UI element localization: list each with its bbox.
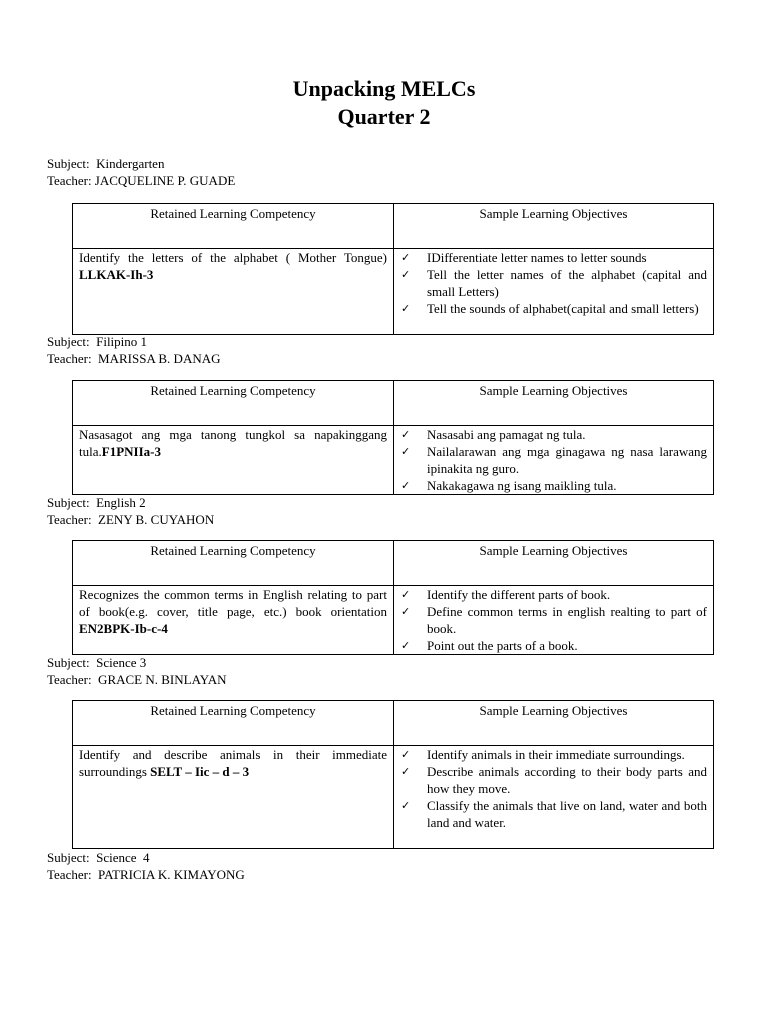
competency-table bbox=[72, 700, 714, 849]
teacher-label: Teacher: GRACE N. BINLAYAN bbox=[47, 672, 227, 687]
objective-item: ✓ Describe animals according to their body parts and how they move. bbox=[400, 763, 707, 797]
competency-code: F1PNIIa-3 bbox=[101, 444, 161, 459]
objectives-cell bbox=[394, 249, 714, 335]
competency-cell bbox=[73, 249, 394, 335]
competency-header: Retained Learning Competency bbox=[73, 541, 394, 586]
objectives-cell bbox=[394, 426, 714, 495]
objective-item: ✓ Define common terms in english realting to part of book. bbox=[400, 603, 707, 637]
competency-text: Identify and describe animals in their immediate surroundings bbox=[79, 747, 387, 779]
table-header-row bbox=[73, 381, 714, 426]
objectives-header: Sample Learning Objectives bbox=[394, 701, 714, 746]
objective-item: ✓ Tell the sounds of alphabet(capital and small letters) bbox=[400, 300, 707, 317]
objectives-cell bbox=[394, 586, 714, 655]
objective-item: ✓ Point out the parts of a book. bbox=[400, 637, 707, 654]
objectives-cell bbox=[394, 746, 714, 849]
subject-label: Subject: Science 3 bbox=[47, 655, 147, 670]
objective-item: ✓ Nakakagawa ng isang maikling tula. bbox=[400, 477, 707, 494]
teacher-label: Teacher: MARISSA B. DANAG bbox=[47, 351, 221, 366]
objective-item: ✓ Identify the different parts of book. bbox=[400, 586, 707, 603]
competency-text: Recognizes the common terms in English relating to part of book(e.g. cover, title page, etc.) book orientation bbox=[79, 587, 387, 619]
table-header-row bbox=[73, 701, 714, 746]
competency-header: Retained Learning Competency bbox=[73, 381, 394, 426]
objectives-header: Sample Learning Objectives bbox=[394, 204, 714, 249]
subject-label: Subject: Science 4 bbox=[47, 850, 150, 865]
objective-item: ✓ Classify the animals that live on land, water and both land and water. bbox=[400, 797, 707, 831]
competency-code: EN2BPK-Ib-c-4 bbox=[79, 621, 168, 636]
competency-header: Retained Learning Competency bbox=[73, 701, 394, 746]
objectives-list bbox=[400, 746, 707, 831]
subject-label: Subject: Filipino 1 bbox=[47, 334, 148, 349]
competency-cell bbox=[73, 426, 394, 495]
table-header-row bbox=[73, 541, 714, 586]
objectives-list bbox=[400, 586, 707, 654]
objective-item: ✓ Tell the letter names of the alphabet (capital and small Letters) bbox=[400, 266, 707, 300]
table-row bbox=[73, 249, 714, 335]
objectives-list bbox=[400, 249, 707, 317]
competency-cell bbox=[73, 746, 394, 849]
objective-item: ✓ IDifferentiate letter names to letter sounds bbox=[400, 249, 707, 266]
table-header-row bbox=[73, 204, 714, 249]
objective-item: ✓ Nailalarawan ang mga ginagawa ng nasa larawang ipinakita ng guro. bbox=[400, 443, 707, 477]
subject-label: Subject: English 2 bbox=[47, 495, 146, 510]
table-row bbox=[73, 586, 714, 655]
objectives-header: Sample Learning Objectives bbox=[394, 381, 714, 426]
competency-text: Identify the letters of the alphabet ( Mother Tongue) bbox=[79, 250, 387, 265]
table-row bbox=[73, 426, 714, 495]
competency-table bbox=[72, 380, 714, 495]
document-subtitle: Quarter 2 bbox=[337, 104, 431, 129]
table-row bbox=[73, 746, 714, 849]
competency-cell bbox=[73, 586, 394, 655]
objective-item: ✓ Identify animals in their immediate surroundings. bbox=[400, 746, 707, 763]
competency-table bbox=[72, 540, 714, 655]
competency-code: SELT – Iic – d – 3 bbox=[150, 764, 250, 779]
objectives-header: Sample Learning Objectives bbox=[394, 541, 714, 586]
competency-text: Nasasagot ang mga tanong tungkol sa napakinggang tula. bbox=[79, 427, 387, 459]
document-title: Unpacking MELCs bbox=[292, 76, 476, 101]
objective-item: ✓ Nasasabi ang pamagat ng tula. bbox=[400, 426, 707, 443]
competency-code: LLKAK-Ih-3 bbox=[79, 267, 154, 282]
subject-label: Subject: Kindergarten bbox=[47, 156, 165, 171]
objectives-list bbox=[400, 426, 707, 494]
teacher-label: Teacher: JACQUELINE P. GUADE bbox=[47, 173, 236, 188]
teacher-label: Teacher: ZENY B. CUYAHON bbox=[47, 512, 215, 527]
competency-table bbox=[72, 203, 714, 335]
competency-header: Retained Learning Competency bbox=[73, 204, 394, 249]
teacher-label: Teacher: PATRICIA K. KIMAYONG bbox=[47, 867, 245, 882]
